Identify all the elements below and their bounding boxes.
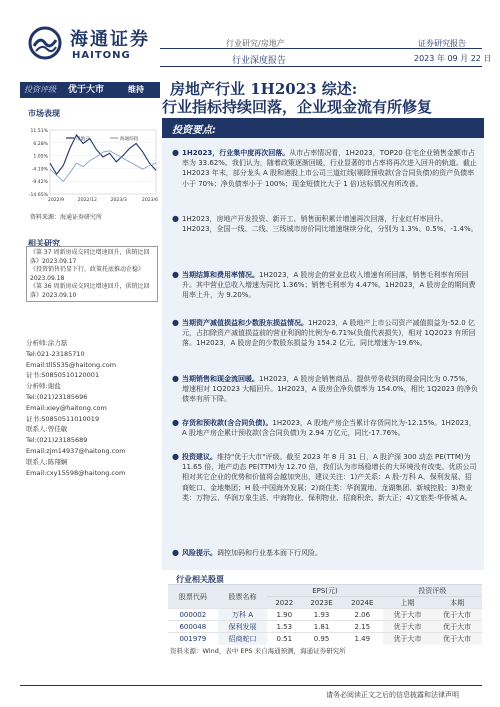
contact-name: 联系人:曾佳敏 bbox=[26, 425, 68, 434]
eps-value: 1.90 bbox=[267, 609, 301, 621]
rating-band bbox=[20, 82, 160, 98]
investment-summary-panel bbox=[162, 118, 484, 570]
report-title: 房地产行业 1H2023 综述: bbox=[170, 80, 358, 98]
col-name-header: 股票名称 bbox=[218, 585, 268, 609]
stock-name: 招商蛇口 bbox=[218, 633, 268, 645]
logo-name-en: HAITONG bbox=[72, 50, 131, 61]
related-item[interactable]: 《投资销售仍显下行，政策托底推动企稳》2023.09.18 bbox=[30, 266, 145, 282]
bullet-icon: ● bbox=[172, 148, 179, 157]
report-date: 2023 年 09 月 22 日 bbox=[414, 54, 492, 63]
col-eps-header: EPS(元) bbox=[267, 585, 382, 597]
analyst-contacts bbox=[26, 338, 158, 478]
bullet-heading: 当期资产减值损益和少数股东损益情况。 bbox=[182, 319, 308, 327]
logo-name-cn: 海通证券 bbox=[70, 29, 150, 50]
x-tick-label: 2022/9 bbox=[47, 198, 65, 203]
contact-name: 联系人:陈翔娴 bbox=[26, 457, 68, 466]
summary-bullet bbox=[172, 148, 478, 189]
related-item[interactable]: 《第 36 周新房成交同比增速回升，供销比回落》2023.09.10 bbox=[30, 283, 150, 299]
market-heading: 市场表现 bbox=[28, 109, 60, 118]
rating-cur: 优于大市 bbox=[432, 609, 482, 621]
bullet-heading: 风险提示。 bbox=[182, 549, 217, 557]
eps-value: 0.95 bbox=[301, 633, 342, 645]
bullet-icon: ● bbox=[172, 214, 179, 223]
eps-value: 0.51 bbox=[267, 633, 301, 645]
plot-frame bbox=[50, 130, 156, 194]
year-header: 2022 bbox=[267, 597, 301, 609]
y-tick-label: 11.51% bbox=[30, 129, 48, 134]
bullet-text: 维持"优于大市"评级。截至 2023 年 8 月 31 日，A 股沪深 300 动态 PE(TTM)为 11.65 倍，地产动态 PE(TTM)为 12.70 倍，我们认为市场稳增长的大环境没有改变。优质公司相对其它企业的优势和价值将会越加突出，建议关注：1)产关系：A 股-万科 A、保利发展、招商蛇口、金地集团；H 股-中国海外发展；2)商住类：华润置地、龙湖集团、新城控股；3)物业类：万物云、华润万象生活、中海物业、保利物业、招商积余、新大正；4)文旅类-华侨城 A。 bbox=[182, 453, 477, 502]
x-tick-label: 2023/3 bbox=[110, 198, 127, 203]
col-rating-header: 投资评级 bbox=[383, 585, 482, 597]
stock-table bbox=[168, 584, 482, 645]
series-line bbox=[50, 151, 156, 182]
analyst-email[interactable]: Email:xiey@haitong.com bbox=[26, 403, 107, 412]
bullet-heading: 1H2023，行业集中度再次回落。 bbox=[182, 149, 290, 157]
haitong-logo-icon bbox=[28, 26, 62, 60]
bullet-icon: ● bbox=[172, 452, 179, 461]
related-research-list bbox=[26, 246, 158, 302]
bullet-text: 1H2023，房地产开发投资、新开工、销售面积累计增速再次回落，行业红杆率回升。1H2023，全国一线、二线、三线城市房价同比增速继续分化，分别为 1.3%、0.5%、-1.4%。 bbox=[182, 215, 478, 234]
bullet-heading: 投资建议。 bbox=[182, 453, 217, 461]
bullet-text: 从市占率情况看，1H2023，TOP20 住宅企业销售金额市占率为 33.62%。我们认为，随着政策逐渐回暖，行业显著的市占率将再次进入回升的轨道。截止 1H2023 年末，部分龙头 A 股和港股上市公司三道红线(剔除预收款(含合同负债)的资产负债率小于 70%；净负债率小于 100%；现金短债比大于 1 倍)达标情况有所改善。 bbox=[182, 149, 477, 188]
summary-bullet bbox=[172, 214, 478, 234]
table-row bbox=[168, 633, 482, 645]
stock-name: 保利发展 bbox=[218, 621, 268, 633]
report-series: 证券研究报告 bbox=[418, 39, 466, 48]
bullet-heading: 当期结算和费用率情况。 bbox=[182, 271, 259, 279]
summary-heading: 投资要点: bbox=[172, 125, 216, 136]
report-header bbox=[0, 0, 500, 76]
rating-prev: 优于大市 bbox=[383, 621, 433, 633]
analyst-cert: 证书:S0850510120001 bbox=[26, 371, 100, 380]
summary-header-bar bbox=[162, 118, 484, 138]
bullet-text: 调控加码和行业基本面下行风险。 bbox=[217, 549, 322, 557]
rating-cur: 优于大市 bbox=[432, 621, 482, 633]
stock-name: 万科 A bbox=[218, 609, 268, 621]
eps-value: 2.06 bbox=[342, 609, 383, 621]
related-heading: 相关研究 bbox=[28, 239, 60, 248]
analyst-tel: Tel:(021)23185696 bbox=[26, 392, 88, 401]
footer-divider bbox=[20, 685, 482, 686]
footer-disclaimer: 请务必阅读正文之后的信息披露和法律声明 bbox=[326, 691, 459, 699]
header-divider-lower bbox=[160, 66, 482, 67]
stock-table-heading: 行业相关股票 bbox=[176, 575, 224, 584]
table-row bbox=[168, 609, 482, 621]
stock-code: 000002 bbox=[168, 609, 218, 621]
bullet-icon: ● bbox=[172, 418, 179, 427]
contact-tel: Tel:(021)23185689 bbox=[26, 436, 88, 445]
period-header: 本期 bbox=[432, 597, 482, 609]
eps-value: 1.81 bbox=[301, 621, 342, 633]
eps-value: 2.15 bbox=[342, 621, 383, 633]
analyst-cert: 证书:S0850511010019 bbox=[26, 414, 100, 423]
eps-value: 1.49 bbox=[342, 633, 383, 645]
y-tick-label: -9.42% bbox=[31, 180, 48, 186]
rating-cur: 优于大市 bbox=[432, 633, 482, 645]
summary-bullet bbox=[172, 270, 478, 301]
chart-source: 资料来源：海通证券研究所 bbox=[30, 214, 103, 221]
table-source-note: 资料来源：Wind，表中 EPS 来自海通预测，海通证券研究所 bbox=[170, 647, 346, 655]
summary-bullet bbox=[172, 418, 478, 438]
bullet-text: 1H2023，A 股地产上市公司资产减值损益为-52.0 亿元，占扣除资产减值损益前的营业利润的比例为-6.71%(负值代表损失)，相对 1Q2023 有所回落。1H2023，A 股房企的少数股东损益为 154.2 亿元，同比增速为-19.6%。 bbox=[182, 319, 476, 348]
x-tick-label: 2023/6 bbox=[141, 198, 159, 203]
analyst-email[interactable]: Email:tll5535@haitong.com bbox=[26, 360, 117, 369]
rating-prev: 优于大市 bbox=[383, 633, 433, 645]
x-tick-label: 2022/12 bbox=[77, 198, 97, 203]
legend-label: 海通综指 bbox=[120, 137, 139, 142]
summary-bullet bbox=[172, 452, 478, 503]
report-subtitle: 行业指标持续回落，企业现金流有所修复 bbox=[162, 98, 433, 116]
rating-prev: 优于大市 bbox=[383, 609, 433, 621]
related-item[interactable]: 《第 37 周新房成交同比增速回升，供销比回落》2023.09.17 bbox=[30, 249, 150, 265]
bullet-icon: ● bbox=[172, 318, 179, 327]
bullet-heading: 存货和预收款(含合同负债)。 bbox=[182, 419, 273, 427]
market-performance-chart bbox=[24, 124, 160, 206]
analyst-name: 分析师:涂力磊 bbox=[26, 339, 68, 347]
y-tick-label: -14.65% bbox=[28, 193, 48, 198]
y-tick-label: 1.05% bbox=[33, 154, 48, 160]
report-type: 行业深度报告 bbox=[232, 56, 287, 66]
table-header-row bbox=[168, 585, 482, 597]
rating-value: 优于大市 bbox=[68, 85, 105, 95]
analyst-tel: Tel:021-23185710 bbox=[26, 349, 85, 358]
bullet-text: 1H2023，A 股房企的营业总收入增速有所回落，销售毛利率有所回升。其中营业总收入增速为同比 1.36%；销售毛利率为 4.47%。1H2023，A 股房企的期间费用率上升，为 9.20%。 bbox=[182, 271, 476, 300]
summary-bullet bbox=[172, 548, 478, 558]
bullet-heading: 当期销售和现金流回暖。 bbox=[182, 375, 259, 383]
analyst-name: 分析师:谢盐 bbox=[26, 382, 61, 391]
summary-bullet bbox=[172, 374, 478, 405]
table-row bbox=[168, 621, 482, 633]
col-code-header: 股票代码 bbox=[168, 585, 218, 609]
eps-value: 1.93 bbox=[301, 609, 342, 621]
contact-email[interactable]: Email:cxy15598@haitong.com bbox=[26, 468, 126, 477]
stock-code: 001979 bbox=[168, 633, 218, 645]
y-tick-label: 6.28% bbox=[33, 141, 48, 147]
rating-change: 维持 bbox=[128, 85, 144, 94]
eps-value: 1.53 bbox=[267, 621, 301, 633]
y-tick-label: -4.19% bbox=[31, 167, 48, 173]
bullet-icon: ● bbox=[172, 270, 179, 279]
period-header: 上期 bbox=[383, 597, 433, 609]
contact-email[interactable]: Email:zjm14937@haitong.com bbox=[26, 446, 126, 455]
rating-label: 投资评级 bbox=[24, 85, 56, 94]
bullet-icon: ● bbox=[172, 548, 179, 557]
year-header: 2024E bbox=[342, 597, 383, 609]
stock-code: 600048 bbox=[168, 621, 218, 633]
bullet-icon: ● bbox=[172, 374, 179, 383]
bullet-text: 1H2023，A 股地产房企当累计存货同比为-12.15%。1H2023，A 股地产房企累计预收款(含合同负债)为 2.94 万亿元，同比-17.76%。 bbox=[182, 419, 476, 438]
summary-bullet bbox=[172, 318, 478, 349]
year-header: 2023E bbox=[301, 597, 342, 609]
report-category: 行业研究/房地产 bbox=[226, 39, 285, 48]
bullet-text: 1H2023，A 股房企销售商品、提供劳务收到的现金同比为 0.75%，增速相对 1Q2023 大幅回升。1H2023，A 股房企净负债率为 154.0%，相比 1Q2023 的净负债率有所下降。 bbox=[182, 375, 478, 404]
legend-label: 房地产 bbox=[76, 137, 90, 142]
